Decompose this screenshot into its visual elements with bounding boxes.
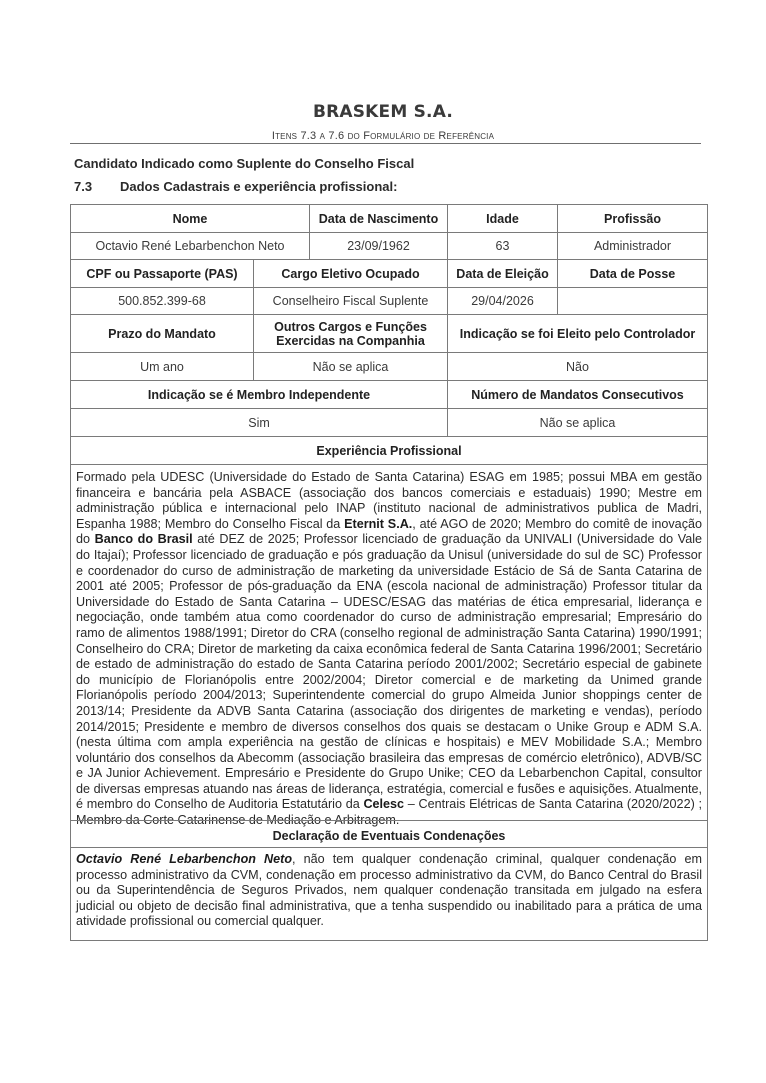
declaration-text: Octavio René Lebarbenchon Neto, não tem qualquer condenação criminal, qualquer condenação em processo administrativo da CVM, condenação em processo administrativo da CVM, do Banco Central do Brasil ou da Superintendência de Seguros Privados, nem qualquer condenação transitada em julgado na esfera judicial ou objeto de decisão final administrativa, que a tenha suspendido ou inabilitado para a prática de uma atividade profissional ou comercial qualquer. bbox=[76, 852, 702, 929]
header-profissao: Profissão bbox=[557, 204, 708, 233]
header-data-nascimento: Data de Nascimento bbox=[309, 204, 448, 233]
value-cargo-eletivo: Conselheiro Fiscal Suplente bbox=[253, 287, 448, 315]
value-outros-cargos: Não se aplica bbox=[253, 352, 448, 381]
section-subtitle: Dados Cadastrais e experiência profissional: bbox=[120, 179, 398, 194]
company-eternit: Eternit S.A. bbox=[344, 516, 413, 531]
value-eleito-controlador: Não bbox=[447, 352, 708, 381]
company-celesc: Celesc bbox=[363, 797, 405, 812]
header-idade: Idade bbox=[447, 204, 558, 233]
company-banco-do-brasil: Banco do Brasil bbox=[94, 532, 193, 547]
header-outros-cargos: Outros Cargos e Funções Exercidas na Companhia bbox=[253, 314, 448, 353]
value-nome: Octavio René Lebarbenchon Neto bbox=[70, 232, 310, 260]
declaration-title: Declaração de Eventuais Condenações bbox=[70, 820, 708, 848]
header-nome: Nome bbox=[70, 204, 310, 233]
value-prazo-mandato: Um ano bbox=[70, 352, 254, 381]
header-eleito-controlador: Indicação se foi Eleito pelo Controlador bbox=[447, 314, 708, 353]
candidate-name: Octavio René Lebarbenchon Neto bbox=[76, 852, 293, 866]
header-mandatos-consecutivos: Número de Mandatos Consecutivos bbox=[447, 380, 708, 409]
section-title: Candidato Indicado como Suplente do Conselho Fiscal bbox=[74, 156, 415, 171]
experience-text: Formado pela UDESC (Universidade do Estado de Santa Catarina) ESAG em 1985; possui MBA em gestão financeira e bancária pela ASBACE (associação dos bancos comerciais e estaduais) 1990; Mestre em administração pública e internacional pelo INAP (instituto nacional de administrativos publica de Madri, Espanha 1988; Membro do Conselho Fiscal da Eternit S.A., até AGO de 2020; Membro do comitê de inovação do Banco do Brasil até DEZ de 2025; Professor licenciado de graduação da UNIVALI (Universidade do Vale do Itajaí); Professor licenciado de graduação e pós graduação da Unisul (universidade do sul de SC) Professor e coordenador do curso de administração de marketing da universidade Estácio de Sá de Santa Catarina de 2001 até 2005; Professor de pós-graduação da ENA (escola nacional de administração) Professor titular da Universidade do Estado de Santa Catarina – UDESC/ESAG das matérias de ética empresarial, liderança e negociação, onde também atua como coordenador do curso de administração empresarial; Empresário do ramo de alimentos 1988/1991; Diretor do CRA (conselho regional de administração Santa Catarina) 1990/1991; Conselheiro do CRA; Diretor de marketing da caixa econômica federal de Santa Catarina 1996/2001; Secretário de estado de administração do estado de Santa Catarina período 2001/2002; Secretário especial de gabinete do município de Florianópolis entre 2002/2004; Diretor comercial e de marketing da Unimed grande Florianópolis período 2004/2013; Superintendente comercial do grupo Almeida Junior shoppings center de 2013/14; Presidente da ADVB Santa Catarina (associação dos dirigentes de marketing e vendas), período 2014/2015; Presidente e membro de diversos conselhos dos quais se destacam o Unike Group e ADM S.A. (nesta última com ampla experiência na gestão de clínicas e hospitais) e MEV Mobilidade S.A.; Membro voluntário dos conselhos da Abecomm (associação brasileira das empresas de comércio eletrônico), ADVB/SC e JA Junior Achievement. Empresário e Presidente do Grupo Unike; CEO da Lebarbenchon Capital, consultor de diversas empresas atuando nas áreas de liderança, estratégia, comercial e fusões e aquisições. Atualmente, é membro do Conselho de Auditoria Estatutário da Celesc – Centrais Elétricas de Santa Catarina (2020/2022) ; Membro da Corte Catarinense de Mediação e Arbitragem. bbox=[76, 470, 703, 828]
value-cpf: 500.852.399-68 bbox=[70, 287, 254, 315]
value-data-posse bbox=[557, 287, 708, 315]
company-name: BRASKEM S.A. bbox=[312, 102, 454, 122]
document-subtitle: Itens 7.3 a 7.6 do Formulário de Referência bbox=[271, 130, 495, 142]
header-data-eleicao: Data de Eleição bbox=[447, 259, 558, 288]
header-data-posse: Data de Posse bbox=[557, 259, 708, 288]
section-number: 7.3 bbox=[74, 179, 93, 194]
value-mandatos-consecutivos: Não se aplica bbox=[447, 408, 708, 437]
value-membro-independente: Sim bbox=[70, 408, 448, 437]
header-membro-independente: Indicação se é Membro Independente bbox=[70, 380, 448, 409]
value-profissao: Administrador bbox=[557, 232, 708, 260]
header-prazo-mandato: Prazo do Mandato bbox=[70, 314, 254, 353]
header-cpf: CPF ou Passaporte (PAS) bbox=[70, 259, 254, 288]
header-divider bbox=[70, 143, 701, 144]
value-data-eleicao: 29/04/2026 bbox=[447, 287, 558, 315]
experience-title: Experiência Profissional bbox=[70, 436, 708, 465]
value-data-nascimento: 23/09/1962 bbox=[309, 232, 448, 260]
header-cargo-eletivo: Cargo Eletivo Ocupado bbox=[253, 259, 448, 288]
value-idade: 63 bbox=[447, 232, 558, 260]
